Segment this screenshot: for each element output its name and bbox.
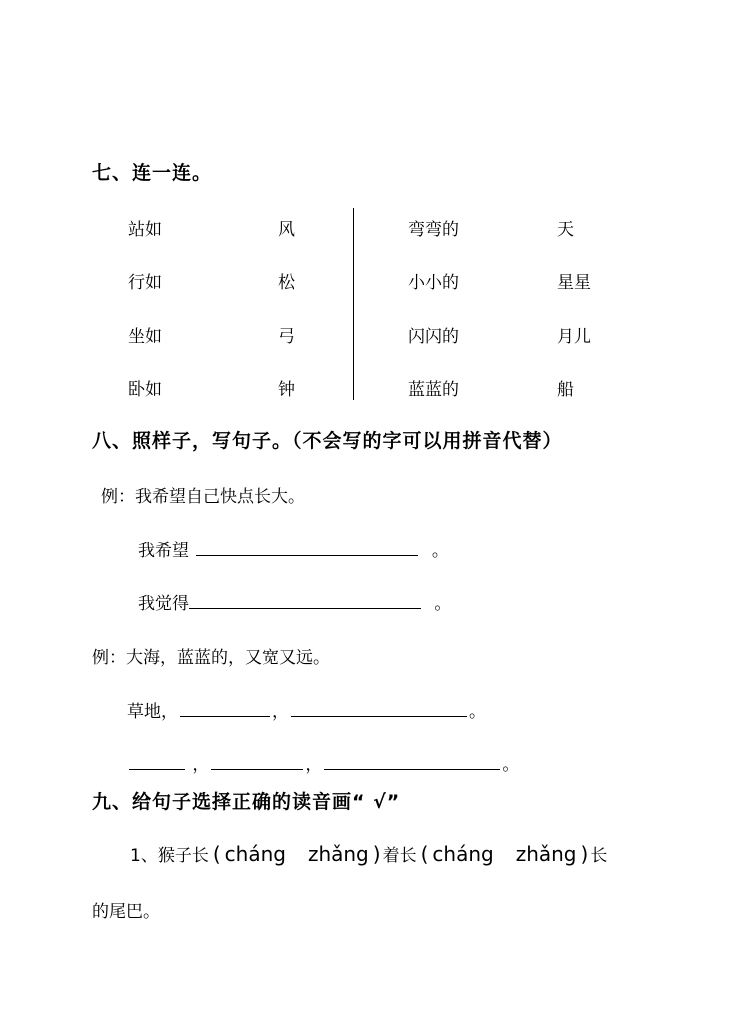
blank-field[interactable] xyxy=(196,554,418,556)
line-prefix: 我希望 xyxy=(138,541,189,561)
question-1-continued: 的尾巴。 xyxy=(92,902,160,922)
example-sentence-2: 例：大海，蓝蓝的，又宽又远。 xyxy=(92,648,330,668)
fill-line-3 xyxy=(127,697,486,722)
section-7-heading: 七、连一连。 xyxy=(92,162,213,184)
line-end: 。 xyxy=(502,755,520,775)
comma: ， xyxy=(305,755,323,775)
match-item: 蓝蓝的 xyxy=(408,380,459,400)
match-item: 闪闪的 xyxy=(408,327,459,347)
comma: ， xyxy=(272,702,289,722)
match-item: 弯弯的 xyxy=(408,220,459,240)
match-item: 船 xyxy=(557,380,574,400)
match-item: 小小的 xyxy=(408,273,459,293)
blank-field[interactable] xyxy=(211,768,303,770)
blank-field[interactable] xyxy=(291,715,467,717)
match-item: 风 xyxy=(278,220,295,240)
blank-field[interactable] xyxy=(129,768,185,770)
match-item: 星星 xyxy=(557,273,591,293)
match-item: 钟 xyxy=(278,380,295,400)
match-item: 松 xyxy=(278,273,295,293)
pinyin-option[interactable]: cháng xyxy=(224,842,286,866)
blank-field[interactable] xyxy=(180,715,270,717)
line-end: 。 xyxy=(469,702,486,722)
paren-close: ) xyxy=(580,842,589,866)
line-end: 。 xyxy=(431,541,449,561)
section-8-heading: 八、照样子，写句子。（不会写的字可以用拼音代替） xyxy=(92,430,563,452)
blank-field[interactable] xyxy=(189,607,421,609)
match-item: 月儿 xyxy=(557,327,591,347)
match-item: 坐如 xyxy=(128,327,162,347)
line-prefix: 我觉得 xyxy=(138,594,189,614)
paren-open: ( xyxy=(212,842,221,866)
match-item: 站如 xyxy=(128,220,162,240)
blank-field[interactable] xyxy=(324,768,500,770)
question-text: 1、猴子长 xyxy=(130,846,209,866)
pinyin-option[interactable]: zhǎng xyxy=(515,842,577,866)
paren-open: ( xyxy=(420,842,429,866)
match-item: 弓 xyxy=(278,327,295,347)
column-divider xyxy=(353,208,354,400)
pinyin-option[interactable]: cháng xyxy=(432,842,494,866)
paren-close: ) xyxy=(372,842,381,866)
question-text: 长 xyxy=(590,846,608,866)
match-item: 天 xyxy=(557,220,574,240)
line-end: 。 xyxy=(434,594,452,614)
pinyin-option[interactable]: zhǎng xyxy=(307,842,369,866)
fill-line-4 xyxy=(127,750,519,775)
match-item: 行如 xyxy=(128,273,162,293)
fill-line-2 xyxy=(138,589,451,614)
line-prefix: 草地， xyxy=(127,702,178,722)
match-item: 卧如 xyxy=(128,380,162,400)
fill-line-1 xyxy=(138,536,449,561)
question-text: 着长 xyxy=(382,846,417,866)
question-1 xyxy=(130,841,607,866)
example-sentence-1: 例：我希望自己快点长大。 xyxy=(101,487,305,507)
comma: ， xyxy=(192,755,210,775)
section-9-heading: 九、给句子选择正确的读音画“ √” xyxy=(92,791,401,813)
